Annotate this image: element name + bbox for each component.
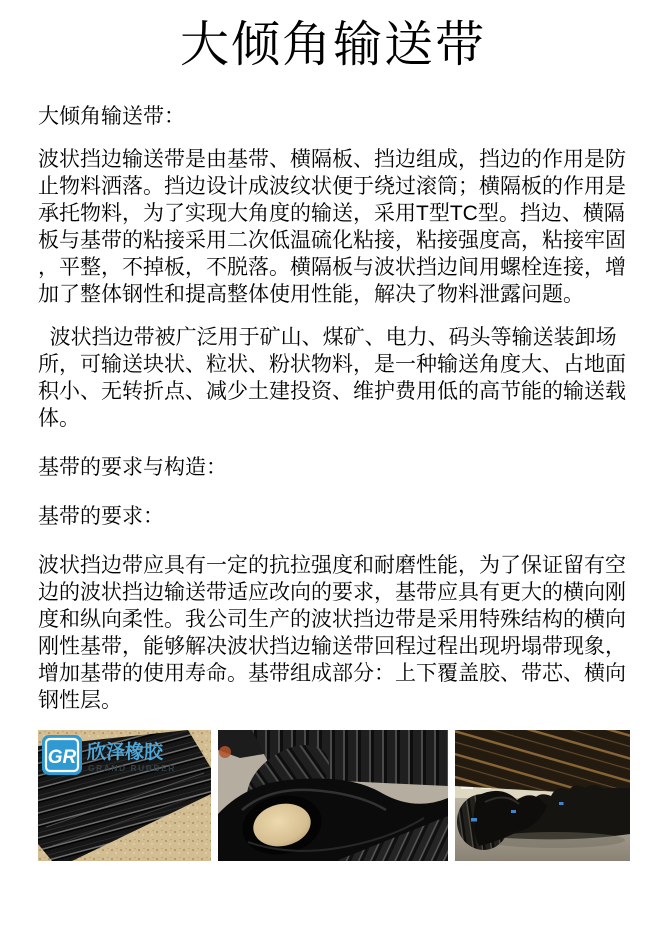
- brand-monogram: GR: [47, 747, 77, 768]
- brand-name-cn: 欣泽橡胶: [87, 742, 164, 763]
- product-photo-gallery: [38, 730, 628, 861]
- paragraph-applications: 波状挡边带被广泛用于矿山、煤矿、电力、码头等输送装卸场所，可输送块状、粒状、粉状物料，是一种输送角度大、占地面积小、无转折点、减少土建投资、维护费用低的高节能的输送载体。: [38, 326, 626, 430]
- belt-label-tag: [511, 810, 516, 813]
- article-body: [38, 103, 628, 714]
- heading-base-belt-requirement: 基带的要求：: [38, 505, 164, 528]
- paragraph-base-belt: 波状挡边带应具有一定的抗拉强度和耐磨性能，为了保证留有空边的波状挡边输送带适应改向的要求，基带应具有更大的横向刚度和纵向柔性。我公司生产的波状挡边带是采用特殊结构的横向刚性基带，能够解决波状挡边输送带回程过程出现坍塌带现象，增加基带的使用寿命。基带组成部分：上下覆盖胶、带芯、横向钢性层。: [38, 554, 626, 712]
- product-photo-strips: [38, 730, 211, 861]
- warehouse-ceiling: [455, 730, 630, 796]
- brand-name-en: GRAND RUBBER: [88, 763, 176, 773]
- product-photo-warehouse: [455, 730, 630, 861]
- intro-label: 大倾角输送带：: [38, 105, 185, 128]
- belt-label-tag: [559, 802, 564, 805]
- belt-label-tag: [471, 818, 477, 822]
- paragraph-composition: 波状挡边输送带是由基带、横隔板、挡边组成，挡边的作用是防止物料洒落。挡边设计成波纹状便于绕过滚筒；横隔板的作用是承托物料，为了实现大角度的输送，采用T型TC型。挡边、横隔板与基带的粘接采用二次低温硫化粘接，粘接强度高，粘接牢固，平整，不掉板，不脱落。横隔板与波状挡边间用螺栓连接，增加了整体钢性和提高整体使用性能，解决了物料泄露问题。: [38, 148, 626, 306]
- heading-base-belt-structure: 基带的要求与构造：: [38, 456, 227, 479]
- page-title: 大倾角输送带: [179, 18, 486, 72]
- product-photo-coil-closeup: [218, 730, 448, 861]
